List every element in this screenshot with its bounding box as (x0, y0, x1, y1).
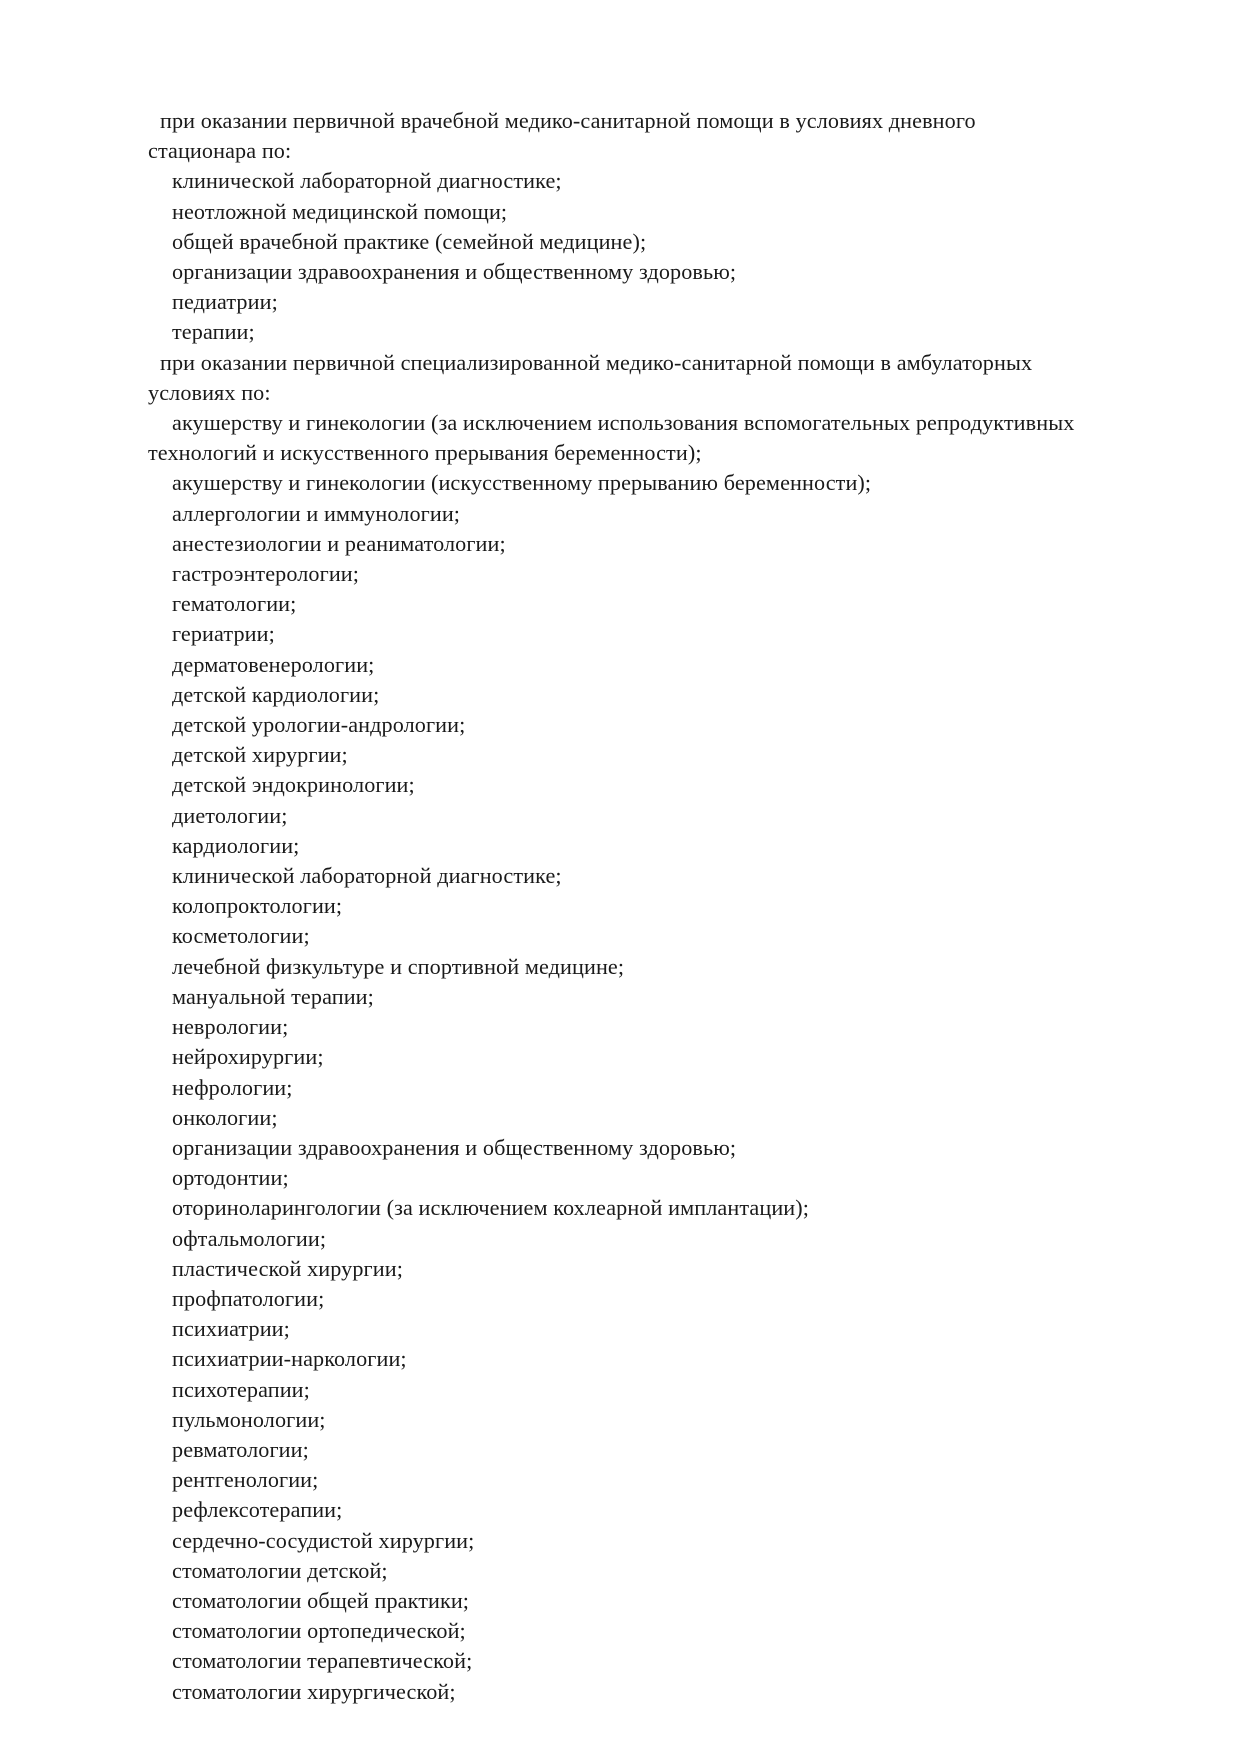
document-line: акушерству и гинекологии (за исключением использования вспомогательных репродуктивных (172, 410, 1075, 436)
document-line: гериатрии; (172, 621, 275, 647)
document-line: аллергологии и иммунологии; (172, 500, 461, 526)
document-line: терапии; (172, 319, 255, 345)
document-line: колопроктологии; (172, 893, 343, 919)
document-line: сердечно-сосудистой хирургии; (172, 1527, 475, 1553)
document-line: нефрологии; (172, 1074, 293, 1100)
document-line: лечебной физкультуре и спортивной медицине; (172, 953, 625, 979)
document-line: дерматовенерологии; (172, 651, 375, 677)
document-line: психотерапии; (172, 1376, 310, 1402)
document-line: общей врачебной практике (семейной медицине); (172, 228, 647, 254)
document-line: психиатрии; (172, 1316, 290, 1342)
document-line: клинической лабораторной диагностике; (172, 863, 562, 889)
document-line: стоматологии общей практики; (172, 1587, 470, 1613)
document-line: при оказании первичной врачебной медико-санитарной помощи в условиях дневного (160, 108, 976, 133)
document-line: стоматологии детской; (172, 1557, 388, 1583)
document-line: условиях по: (148, 379, 271, 405)
document-line: технологий и искусственного прерывания беременности); (148, 440, 702, 466)
document-line: педиатрии; (172, 289, 278, 315)
document-line: детской кардиологии; (172, 681, 380, 707)
document-line: стоматологии хирургической; (172, 1678, 456, 1704)
document-line: рефлексотерапии; (172, 1497, 343, 1523)
document-line: анестезиологии и реаниматологии; (172, 530, 506, 556)
document-line: психиатрии-наркологии; (172, 1346, 407, 1372)
document-line: стоматологии ортопедической; (172, 1618, 466, 1644)
document-line: гастроэнтерологии; (172, 561, 360, 587)
document-line: детской хирургии; (172, 742, 348, 768)
document-line: профпатологии; (172, 1285, 325, 1311)
document-line: акушерству и гинекологии (искусственному прерыванию беременности); (172, 470, 872, 496)
document-line: офтальмологии; (172, 1225, 327, 1251)
document-line: диетологии; (172, 802, 288, 828)
document-line: детской урологии-андрологии; (172, 712, 466, 738)
document-line: стоматологии терапевтической; (172, 1648, 473, 1674)
document-line: нейрохирургии; (172, 1044, 324, 1070)
document-line: пульмонологии; (172, 1406, 326, 1432)
document-line: неврологии; (172, 1014, 289, 1040)
document-line: кардиологии; (172, 832, 300, 858)
document-line: детской эндокринологии; (172, 772, 415, 798)
document-line: рентгенологии; (172, 1467, 319, 1493)
document-line: оториноларингологии (за исключением кохлеарной имплантации); (172, 1195, 810, 1221)
document-line: ортодонтии; (172, 1165, 289, 1191)
document-line: при оказании первичной специализированной медико-санитарной помощи в амбулаторных (160, 349, 1033, 375)
document-line: клинической лабораторной диагностике; (172, 168, 562, 194)
document-line: мануальной терапии; (172, 983, 374, 1009)
document-line: неотложной медицинской помощи; (172, 198, 508, 224)
document-line: косметологии; (172, 923, 310, 949)
document-body (148, 106, 1178, 1707)
document-line: ревматологии; (172, 1436, 309, 1462)
document-line: организации здравоохранения и общественному здоровью; (172, 259, 737, 285)
document-line: организации здравоохранения и общественному здоровью; (172, 1134, 737, 1160)
document-line: пластической хирургии; (172, 1255, 403, 1281)
document-line: стационара по: (148, 138, 292, 164)
document-line: гематологии; (172, 591, 297, 617)
document-line: онкологии; (172, 1104, 278, 1130)
